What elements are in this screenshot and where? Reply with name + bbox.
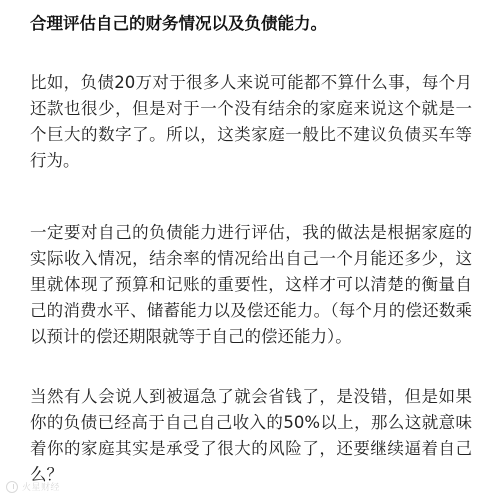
article-body	[30, 12, 472, 484]
watermark-logo-icon	[6, 481, 18, 493]
paragraph-1: 比如，负债20万对于很多人来说可能都不算什么事，每个月还款也很少，但是对于一个没有结余的家庭来说这个就是一个巨大的数字了。所以，这类家庭一般比不建议负债买车等行为。	[30, 73, 472, 170]
watermark	[6, 480, 60, 493]
paragraph-3: 当然有人会说人到被逼急了就会省钱了，是没错，但是如果你的负债已经高于自己自己收入的50%以上，那么这就意味着你的家庭其实是承受了很大的风险了，还要继续逼着自己么？	[30, 387, 472, 484]
article-heading: 合理评估自己的财务情况以及负债能力。	[30, 14, 327, 33]
watermark-text: 火星财经	[22, 483, 61, 493]
paragraph-2: 一定要对自己的负债能力进行评估，我的做法是根据家庭的实际收入情况，结余率的情况给出自己一个月能还多少，这里就体现了预算和记账的重要性，这样才可以清楚的衡量自己的消费水平、储蓄能力以及偿还能力。（每个月的偿还数乘以预计的偿还期限就等于自己的偿还能力）。	[30, 223, 472, 346]
